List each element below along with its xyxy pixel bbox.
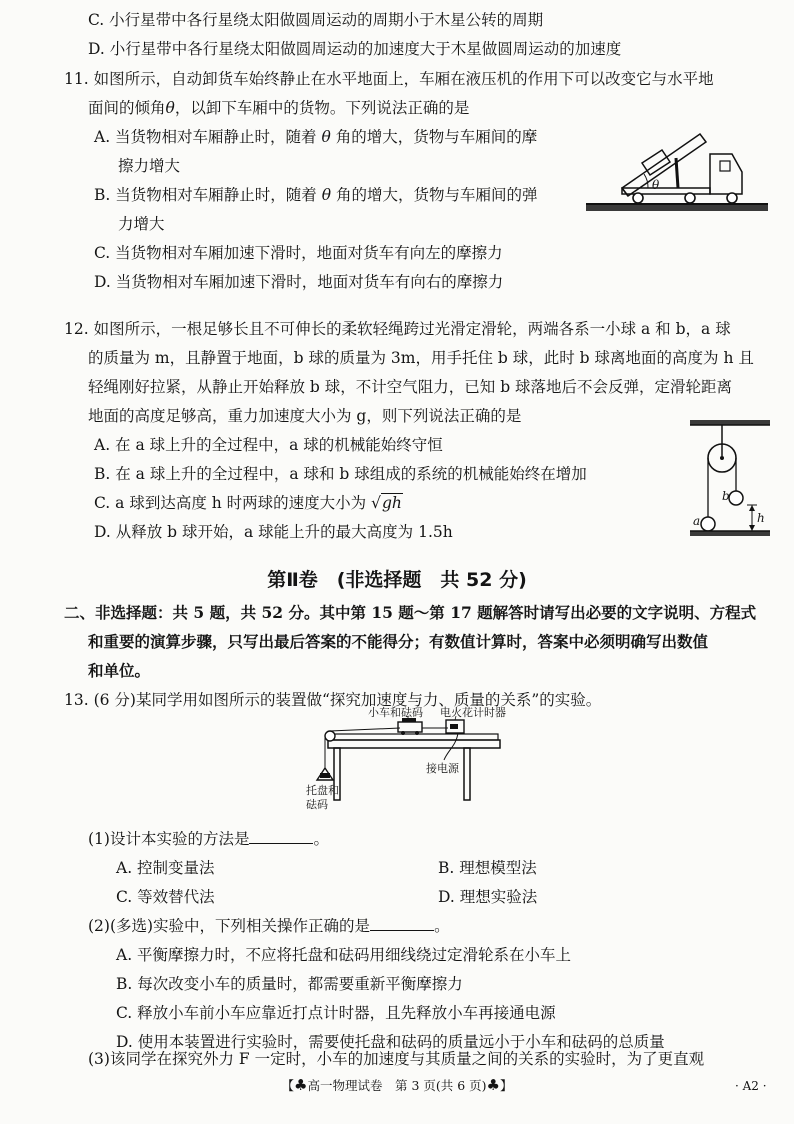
q13-part1: (1)设计本实验的方法是 。 [88,826,329,852]
height-label: h [757,511,765,525]
q12-option-b: B. 在 a 球上升的全过程中，a 球和 b 球组成的系统的机械能始终在增加 [94,465,587,483]
q13-part1-blank[interactable] [249,827,313,844]
q13-part3: (3)该同学在探究外力 F 一定时，小车的加速度与其质量之间的关系的实验时，为了更直观 [88,1050,705,1068]
q13-p2-option-a: A. 平衡摩擦力时，不应将托盘和砝码用细线绕过定滑轮系在小车上 [116,946,572,964]
pulley-figure [686,416,774,540]
section2-instructions-line3: 和单位。 [88,661,151,680]
q11-stem-line1: 11. 如图所示，自动卸货车始终静止在水平地面上，车厢在液压机的作用下可以改变它与水平地 [64,70,714,88]
q13-stem: 13. (6 分)某同学用如图所示的装置做“探究加速度与力、质量的关系”的实验。 [64,691,602,709]
q12-stem-line1: 12. 如图所示，一根足够长且不可伸长的柔软轻绳跨过光滑定滑轮，两端各系一小球 a 和 b，a 球 [64,320,731,338]
theta-label: θ [652,178,660,192]
q11-option-a: A. 当货物相对车厢静止时，随着 θ 角的增大，货物与车厢间的摩 [94,128,538,146]
q12-stem-line4: 地面的高度足够高，重力加速度大小为 g，则下列说法正确的是 [88,407,522,425]
q13-p1-option-b: B. 理想模型法 [438,859,537,877]
cart-label: 小车和砝码 [368,706,423,719]
q12-option-a: A. 在 a 球上升的全过程中，a 球的机械能始终守恒 [94,436,443,454]
q11-option-b: B. 当货物相对车厢静止时，随着 θ 角的增大，货物与车厢间的弹 [94,186,538,204]
paper-code: · A2 · [735,1079,767,1093]
footer-text: 高一物理试卷 第 3 页(共 6 页) [307,1078,487,1093]
page-footer: 【♣高一物理试卷 第 3 页(共 6 页)♣】 [281,1076,513,1094]
q12-option-d: D. 从释放 b 球开始，a 球能上升的最大高度为 1.5h [94,523,453,541]
q10-option-c: C. 小行星带中各行星绕太阳做圆周运动的周期小于木星公转的周期 [88,11,544,29]
q13-p2-option-c: C. 释放小车前小车应靠近打点计时器，且先释放小车再接通电源 [116,1004,556,1022]
section-title: 第Ⅱ卷 (非选择题 共 52 分) [267,569,527,591]
club-icon-left: ♣ [294,1076,308,1094]
section2-instructions-line2: 和重要的演算步骤，只写出最后答案的不能得分；有数值计算时，答案中必须明确写出数值 [88,632,709,651]
q13-p1-option-c: C. 等效替代法 [116,888,215,906]
q13-p2-option-d: D. 使用本装置进行实验时，需要使托盘和砝码的质量远小于小车和砝码的总质量 [116,1033,665,1051]
q11-stem-line2: 面间的倾角θ，以卸下车厢中的货物。下列说法正确的是 [88,99,470,117]
q13-part2: (2)(多选)实验中，下列相关操作正确的是 。 [88,913,450,939]
q13-p1-option-d: D. 理想实验法 [438,888,538,906]
tray-label-1: 托盘和 [306,784,339,797]
q13-p2-option-b: B. 每次改变小车的质量时，都需要重新平衡摩擦力 [116,975,463,993]
apparatus-figure [298,706,520,822]
q12-stem-line2: 的质量为 m，且静置于地面，b 球的质量为 3m，用手托住 b 球，此时 b 球离地面的高度为 h 且 [88,349,754,367]
q11-option-a-cont: 擦力增大 [118,157,181,175]
dump-truck-figure [582,118,772,218]
section2-instructions-line1: 二、非选择题：共 5 题，共 52 分。其中第 15 题～第 17 题解答时请写出必要的文字说明、方程式 [64,603,757,622]
q11-option-b-cont: 力增大 [118,215,165,233]
ball-b-label: b [722,489,730,503]
q12-option-c: C. a 球到达高度 h 时两球的速度大小为 √gh [94,494,402,512]
club-icon-right: ♣ [486,1076,500,1094]
ball-a-label: a [693,514,701,528]
tray-label-2: 砝码 [306,798,328,811]
q13-p1-option-a: A. 控制变量法 [116,859,215,877]
q11-option-c: C. 当货物相对车厢加速下滑时，地面对货车有向左的摩擦力 [94,244,503,262]
q13-part2-blank[interactable] [370,914,434,931]
q11-option-d: D. 当货物相对车厢加速下滑时，地面对货车有向右的摩擦力 [94,273,504,291]
timer-label: 电火花计时器 [440,706,506,719]
power-label: 接电源 [426,762,459,775]
q10-option-d: D. 小行星带中各行星绕太阳做圆周运动的加速度大于木星做圆周运动的加速度 [88,40,622,58]
q12-stem-line3: 轻绳刚好拉紧，从静止开始释放 b 球，不计空气阻力，已知 b 球落地后不会反弹，定滑轮距离 [88,378,733,396]
